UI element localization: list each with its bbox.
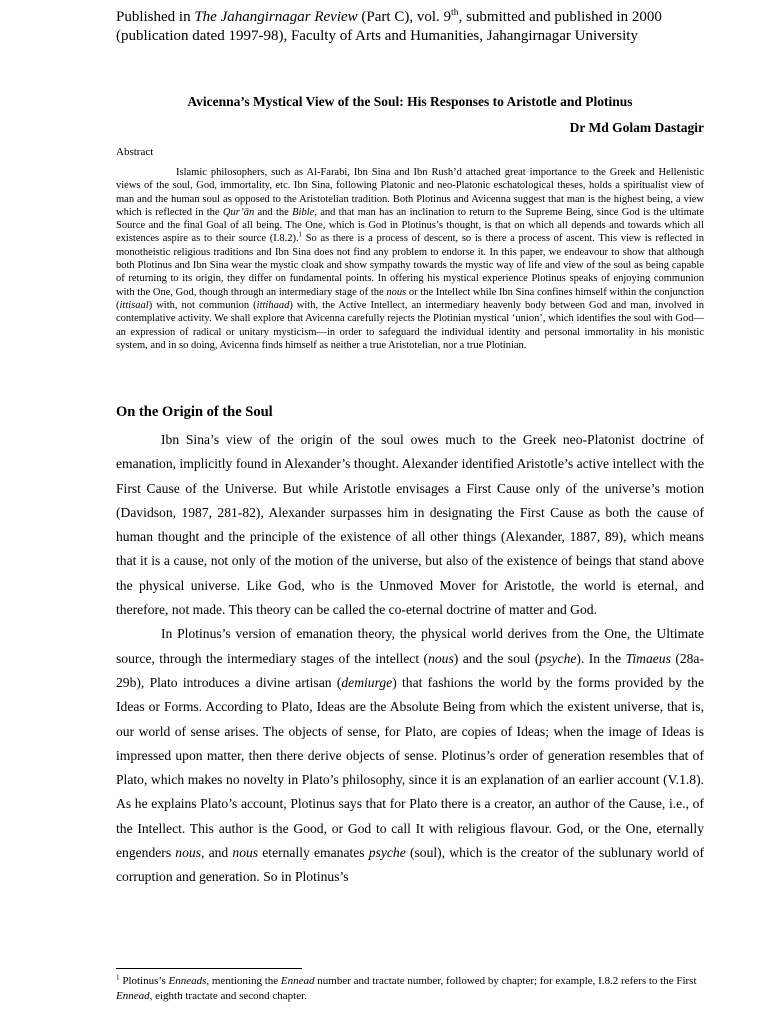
body-text: ). In the xyxy=(576,650,626,666)
body-text: (soul), which is the creator of the sublunary world of corruption and generation. So in Plotinus’s xyxy=(116,845,704,885)
abstract-text: So as there is a process of descent, so is there a process of ascent. This view is reflected in monotheistic religious traditions and Ibn Sina does not find any problem to endorse it. In this paper, we endeavour to show that although both Plotinus and Ibn Sina wear the mystic cloak and show sympathy towards the mystic way of life and view of the soul as being capable of returning to its origin, they differ on fundamental points. In offering his mystical experience Plotinus speaks of enjoying communion with the One, God, though through an intermediary stage of the xyxy=(116,233,704,298)
footnote-mark: 1 xyxy=(116,973,120,982)
footnote-text: , eighth tractate and second chapter. xyxy=(149,990,307,1002)
abstract-text: Islamic philosophers, such as Al-Farabi, Ibn Sina and Ibn Rush’d attached great importance to the Greek and Hellenistic views of the soul, God, immortality, etc. Ibn Sina, following Platonic and neo-Platonic eschatological theses, holds a spiritualist view of man and the human soul as opposed to the Aristotelian tradition. Both Plotinus and Avicenna suggest that man is the highest being, a view which is reflected in the xyxy=(116,167,704,218)
abstract-italic: Qur’ān xyxy=(222,206,255,218)
footnote-italic: Enneads xyxy=(168,975,207,987)
pub-text: Published in xyxy=(116,9,195,25)
body-italic: demiurge xyxy=(341,674,393,690)
body-italic: nous xyxy=(175,845,201,861)
body-italic: nous xyxy=(232,845,259,861)
abstract-text: ) with, the Active Intellect, an intermediary heavenly body between God and man, involved in contemplative activity. We shall explore that Avicenna carefully rejects the Plotinian mystical ‘union’, which identifies the soul with God—an expression of radical or unitary mysticism—in order to safeguard the individual identity and personal immortality in his monistic system, and in so doing, Avicenna finds himself as neither a true Aristotelian, nor a true Plotinian. xyxy=(116,299,704,351)
abstract-text: , and that man has an inclination to return to the Supreme Being, since God is the ultimate Source and the final Goal of all being. The One, which is God in Plotinus’s thought, is that on which all depends and towards which all existences aspire as to their source (I.8.2). xyxy=(116,206,704,245)
body-text: , and xyxy=(200,845,233,861)
footnote-italic: Ennead xyxy=(280,975,315,987)
body-text: eternally emanates xyxy=(258,845,369,861)
pub-text: (Part C), vol. 9 xyxy=(357,9,451,25)
abstract-italic: ittihaad xyxy=(256,299,290,311)
abstract-text: ) with, not communion ( xyxy=(148,299,257,311)
abstract-label: Abstract xyxy=(116,146,154,158)
abstract-italic: Bible xyxy=(292,206,315,218)
paper-title: Avicenna’s Mystical View of the Soul: His Responses to Aristotle and Plotinus xyxy=(187,94,633,109)
paragraph xyxy=(116,622,704,889)
abstract-text: and the xyxy=(254,206,293,218)
journal-name: The Jahangirnagar Review xyxy=(194,9,358,25)
author-name: Dr Md Golam Dastagir xyxy=(569,120,704,135)
body-italic: nous xyxy=(428,650,454,666)
body-text: (28a-29b), Plato introduces a divine artisan ( xyxy=(116,650,704,690)
body-italic: psyche xyxy=(539,650,577,666)
pub-text: , submitted and published in 2000 (publication dated 1997-98), Faculty of Arts and Humanities, Jahangirnagar University xyxy=(116,9,662,44)
abstract-text: or the Intellect while Ibn Sina confines himself within the conjunction ( xyxy=(116,286,704,311)
abstract-italic: ittisaal xyxy=(119,299,149,311)
footnote-reference: 1 xyxy=(298,231,303,239)
body-italic: Timaeus xyxy=(625,650,671,666)
section-body xyxy=(116,428,704,890)
footnote-text: , mentioning the xyxy=(206,975,281,987)
paragraph: Ibn Sina’s view of the origin of the soul owes much to the Greek neo-Platonist doctrine of emanation, implicitly found in Alexander’s thought. Alexander identified Aristotle’s active intellect with the First Cause of the Universe. But while Aristotle envisages a First Cause only of the universe’s motion (Davidson, 1987, 281-82), Alexander surpasses him in designating the First Cause as both the cause of human thought and the principle of the existence of all other things (Alexander, 1887, 89), which means that it is a cause, not only of the motion of the universe, but also of the existence of beings that stand above the physical universe. Like God, who is the Unmoved Mover for Aristotle, the world is eternal, and therefore, not made. This theory can be called the co-eternal doctrine of matter and God. xyxy=(116,432,704,618)
pub-superscript: th xyxy=(450,7,459,18)
footnote-divider xyxy=(116,968,302,969)
footnote-italic: Ennead xyxy=(116,990,150,1002)
body-italic: psyche xyxy=(368,845,406,861)
footnote-text: Plotinus’s xyxy=(119,975,169,987)
publication-info xyxy=(116,8,704,46)
body-text: ) that fashions the world by the forms provided by the Ideas or Forms. According to Plato, Ideas are the Absolute Being from which the existent universe, that is, our world of sense arises. The objects of sense, for Plato, are copies of Ideas; when the image of Ideas is impressed upon matter, then there derive objects of sense. Plotinus’s order of generation resembles that of Plato, which makes no novelty in Plato’s philosophy, since it is an explanation of an earlier account (V.1.8). As he explains Plato’s account, Plotinus says that for Plato there is a creator, an author of the Cause, i.e., of the Intellect. This author is the Good, or God to call It with religious flavour. God, or the One, eternally engenders xyxy=(116,674,704,861)
footnote xyxy=(116,974,704,1004)
body-text: ) and the soul ( xyxy=(453,650,540,666)
abstract-body xyxy=(116,166,704,352)
body-text: In Plotinus’s version of emanation theory, the physical world derives from the One, the Ultimate source, through the intermediary stages of the intellect ( xyxy=(116,626,704,666)
abstract-italic: nous xyxy=(386,286,407,298)
section-heading: On the Origin of the Soul xyxy=(116,404,273,420)
footnote-text: number and tractate number, followed by chapter; for example, I.8.2 refers to the First xyxy=(314,975,697,987)
